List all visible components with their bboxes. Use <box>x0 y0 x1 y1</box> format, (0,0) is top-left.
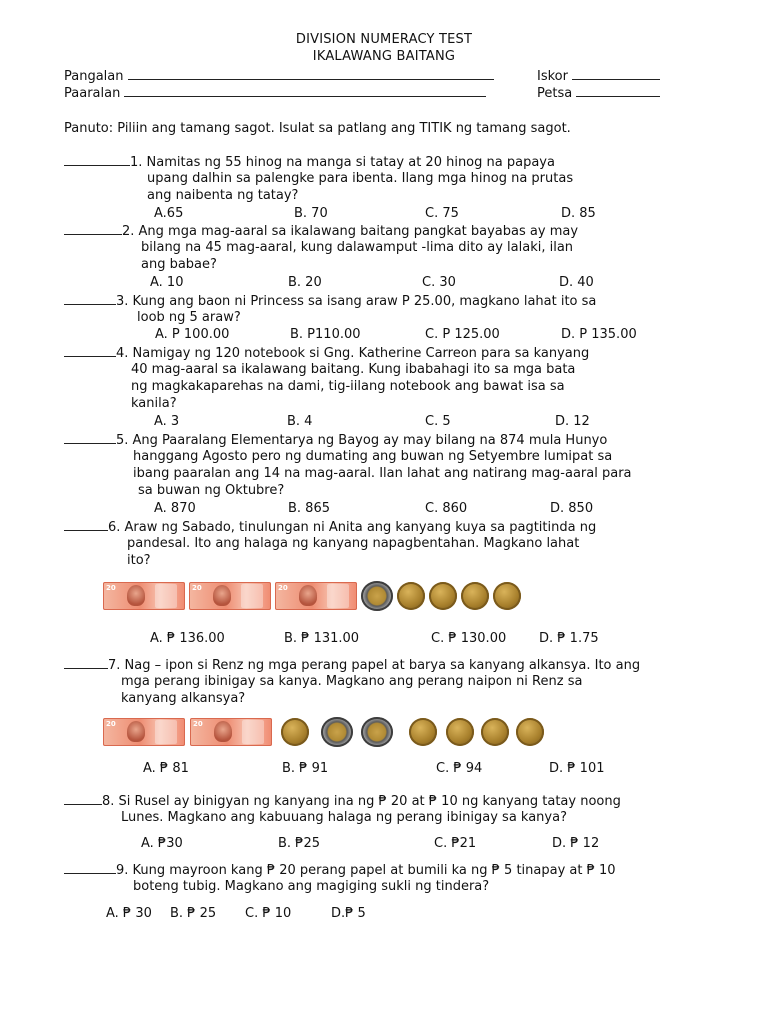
option-a[interactable]: A. ₱ 81 <box>143 761 189 776</box>
question-text: 8. Si Rusel ay binigyan ng kanyang ina ng ₱ 20 at ₱ 10 ng kanyang tatay noong <box>102 794 621 809</box>
question-text: pandesal. Ito ang halaga ng kanyang napagbentahan. Magkano lahat <box>127 536 580 551</box>
option-d[interactable]: D.₱ 5 <box>331 906 366 921</box>
question-text: hanggang Agosto pero ng dumating ang buwan ng Setyembre lumipat sa <box>133 449 613 464</box>
option-a[interactable]: A. ₱30 <box>141 836 183 851</box>
school-blank[interactable] <box>124 84 486 97</box>
question-text: kanyang alkansya? <box>121 691 246 706</box>
question-text: mga perang ibinigay sa kanya. Magkano ang perang naipon ni Renz sa <box>121 674 583 689</box>
five-peso-coin <box>281 718 309 746</box>
money-picture-q6 <box>103 582 533 612</box>
answer-blank-2[interactable] <box>64 222 122 235</box>
question-text: 4. Namigay ng 120 notebook si Gng. Katherine Carreon para sa kanyang <box>116 346 590 361</box>
option-d[interactable]: D. 12 <box>555 414 590 429</box>
option-a[interactable]: A. ₱ 136.00 <box>150 631 225 646</box>
option-d[interactable]: D. ₱ 1.75 <box>539 631 599 646</box>
question-text: 3. Kung ang baon ni Princess sa isang araw P 25.00, magkano lahat ito sa <box>116 294 597 309</box>
option-b[interactable]: B. P110.00 <box>290 327 361 342</box>
test-title: DIVISION NUMERACY TEST <box>295 32 473 47</box>
twenty-peso-bill: 20 <box>275 582 357 610</box>
question-text: 2. Ang mga mag-aaral sa ikalawang baitang pangkat bayabas ay may <box>122 224 579 239</box>
name-blank[interactable] <box>128 67 494 80</box>
option-a[interactable]: A.65 <box>154 206 184 221</box>
ten-peso-coin <box>361 717 393 747</box>
five-peso-coin <box>446 718 474 746</box>
ten-peso-coin <box>321 717 353 747</box>
question-text: sa buwan ng Oktubre? <box>138 483 285 498</box>
option-a[interactable]: A. 870 <box>154 501 196 516</box>
question-text: 40 mag-aaral sa ikalawang baitang. Kung ibabahagi ito sa mga bata <box>131 362 576 377</box>
option-c[interactable]: C. 860 <box>425 501 468 516</box>
option-c[interactable]: C. 75 <box>425 206 459 221</box>
twenty-peso-bill: 20 <box>190 718 272 746</box>
question-text: boteng tubig. Magkano ang magiging sukli ng tindera? <box>133 879 490 894</box>
option-d[interactable]: D. ₱ 101 <box>549 761 605 776</box>
option-b[interactable]: B. ₱ 131.00 <box>284 631 360 646</box>
answer-blank-4[interactable] <box>64 344 116 357</box>
five-peso-coin <box>409 718 437 746</box>
question-text: ibang paaralan ang 14 na mag-aaral. Ilan lahat ang natirang mag-aaral para <box>133 466 632 481</box>
option-c[interactable]: C. ₱ 130.00 <box>431 631 507 646</box>
question-text: loob ng 5 araw? <box>137 310 241 325</box>
option-b[interactable]: B. 865 <box>288 501 330 516</box>
question-text: ng magkakaparehas na dami, tig-iilang notebook ang bawat isa sa <box>131 379 565 394</box>
question-text: 9. Kung mayroon kang ₱ 20 perang papel at bumili ka ng ₱ 5 tinapay at ₱ 10 <box>116 863 616 878</box>
score-blank[interactable] <box>572 67 660 80</box>
answer-blank-7[interactable] <box>64 656 108 669</box>
date-blank[interactable] <box>576 84 660 97</box>
twenty-peso-bill: 20 <box>189 582 271 610</box>
option-d[interactable]: D. ₱ 12 <box>552 836 600 851</box>
answer-blank-3[interactable] <box>64 292 116 305</box>
question-text: ang naibenta ng tatay? <box>147 188 299 203</box>
question-text: 7. Nag – ipon si Renz ng mga perang papel at barya sa kanyang alkansya. Ito ang <box>108 658 641 673</box>
question-text: ito? <box>127 553 151 568</box>
five-peso-coin <box>493 582 521 610</box>
five-peso-coin <box>481 718 509 746</box>
answer-blank-1[interactable] <box>64 153 130 166</box>
option-b[interactable]: B. 4 <box>287 414 313 429</box>
option-c[interactable]: C. 5 <box>425 414 451 429</box>
option-c[interactable]: C. ₱ 94 <box>436 761 483 776</box>
answer-blank-5[interactable] <box>64 431 116 444</box>
score-field[interactable] <box>537 67 660 85</box>
school-label: Paaralan <box>64 86 121 101</box>
ten-peso-coin <box>361 581 393 611</box>
option-c[interactable]: C. ₱ 10 <box>245 906 292 921</box>
money-picture-q7 <box>103 718 583 748</box>
twenty-peso-bill: 20 <box>103 718 185 746</box>
five-peso-coin <box>429 582 457 610</box>
score-label: Iskor <box>537 69 568 84</box>
question-text: Lunes. Magkano ang kabuuang halaga ng perang ibinigay sa kanya? <box>121 810 567 825</box>
option-a[interactable]: A. 10 <box>150 275 184 290</box>
instructions: Panuto: Piliin ang tamang sagot. Isulat sa patlang ang TITIK ng tamang sagot. <box>64 121 571 136</box>
question-text: 6. Araw ng Sabado, tinulungan ni Anita ang kanyang kuya sa pagtitinda ng <box>108 520 597 535</box>
option-d[interactable]: D. 850 <box>550 501 594 516</box>
option-c[interactable]: C. P 125.00 <box>425 327 500 342</box>
question-text: kanila? <box>131 396 177 411</box>
option-a[interactable]: A. P 100.00 <box>155 327 230 342</box>
school-field[interactable] <box>64 84 486 102</box>
option-a[interactable]: A. 3 <box>154 414 180 429</box>
five-peso-coin <box>516 718 544 746</box>
option-b[interactable]: B. ₱25 <box>278 836 320 851</box>
option-b[interactable]: B. 70 <box>294 206 328 221</box>
question-text: bilang na 45 mag-aaral, kung dalawamput -lima dito ay lalaki, ilan <box>141 240 574 255</box>
answer-blank-9[interactable] <box>64 861 116 874</box>
twenty-peso-bill: 20 <box>103 582 185 610</box>
date-label: Petsa <box>537 86 573 101</box>
option-c[interactable]: C. ₱21 <box>434 836 477 851</box>
question-text: upang dalhin sa palengke para ibenta. Ilang mga hinog na prutas <box>147 171 574 186</box>
option-b[interactable]: B. ₱ 91 <box>282 761 329 776</box>
option-a[interactable]: A. ₱ 30 <box>106 906 152 921</box>
question-text: 5. Ang Paaralang Elementarya ng Bayog ay may bilang na 874 mula Hunyo <box>116 433 608 448</box>
option-b[interactable]: B. ₱ 25 <box>170 906 217 921</box>
five-peso-coin <box>461 582 489 610</box>
answer-blank-6[interactable] <box>64 518 108 531</box>
option-d[interactable]: D. 85 <box>561 206 596 221</box>
date-field[interactable] <box>537 84 660 102</box>
name-field[interactable] <box>64 67 494 85</box>
question-text: ang babae? <box>141 257 217 272</box>
option-b[interactable]: B. 20 <box>288 275 322 290</box>
five-peso-coin <box>397 582 425 610</box>
option-c[interactable]: C. 30 <box>422 275 456 290</box>
question-text: 1. Namitas ng 55 hinog na manga si tatay at 20 hinog na papaya <box>130 155 555 170</box>
option-d[interactable]: D. 40 <box>559 275 594 290</box>
answer-blank-8[interactable] <box>64 792 102 805</box>
option-d[interactable]: D. P 135.00 <box>561 327 637 342</box>
name-label: Pangalan <box>64 69 124 84</box>
test-subtitle: IKALAWANG BAITANG <box>312 49 456 64</box>
